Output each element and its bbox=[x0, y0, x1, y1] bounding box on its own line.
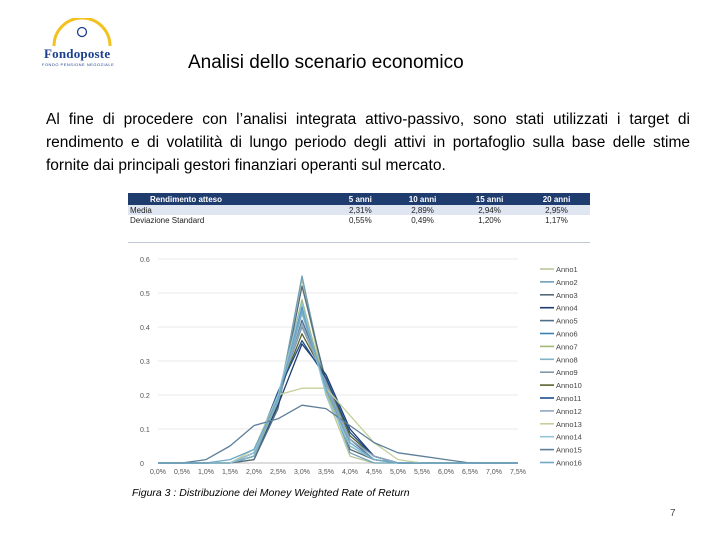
figure-caption: Figura 3 : Distribuzione dei Money Weighted Rate of Return bbox=[132, 487, 410, 499]
y-tick-label: 0.3 bbox=[140, 359, 150, 366]
legend-label: Anno14 bbox=[556, 432, 582, 442]
x-tick-label: 3,0% bbox=[294, 469, 310, 476]
y-tick-label: 0.6 bbox=[140, 257, 150, 264]
legend-label: Anno16 bbox=[556, 458, 582, 468]
legend-label: Anno3 bbox=[556, 290, 578, 300]
table-cell: 0,49% bbox=[389, 215, 456, 225]
series-line bbox=[158, 300, 518, 463]
x-tick-label: 6,5% bbox=[462, 469, 478, 476]
legend-label: Anno8 bbox=[556, 355, 578, 365]
table-row bbox=[128, 205, 590, 215]
x-tick-label: 5,5% bbox=[414, 469, 430, 476]
table-cell: 1,20% bbox=[456, 215, 523, 225]
series-line bbox=[158, 310, 518, 463]
table-cell: 1,17% bbox=[523, 215, 590, 225]
logo-name: Fondoposte bbox=[44, 46, 111, 61]
legend-label: Anno10 bbox=[556, 381, 582, 391]
table-cell: Media bbox=[128, 205, 332, 215]
body-paragraph: Al fine di procedere con l’analisi integrata attivo-passivo, sono stati utilizzati i target di rendimento e di volatilità di lungo periodo degli attivi in portafoglio sulla base delle stime fornite dai principali gestori finanziari operanti sul mercato. bbox=[46, 111, 690, 174]
table-cell: 2,31% bbox=[332, 205, 390, 215]
x-tick-label: 4,5% bbox=[366, 469, 382, 476]
y-tick-label: 0.4 bbox=[140, 325, 150, 332]
series-line bbox=[158, 279, 518, 463]
x-tick-label: 2,0% bbox=[246, 469, 262, 476]
legend-label: Anno6 bbox=[556, 329, 578, 339]
series-line bbox=[158, 324, 518, 463]
legend-label: Anno7 bbox=[556, 342, 578, 352]
y-tick-label: 0.1 bbox=[140, 427, 150, 434]
x-tick-label: 6,0% bbox=[438, 469, 454, 476]
table-cell: Deviazione Standard bbox=[128, 215, 332, 225]
table-cell: 2,95% bbox=[523, 205, 590, 215]
x-tick-label: 7,0% bbox=[486, 469, 502, 476]
table-header-cell: 20 anni bbox=[523, 193, 590, 205]
x-tick-label: 1,0% bbox=[198, 469, 214, 476]
legend-label: Anno9 bbox=[556, 368, 578, 378]
legend-label: Anno11 bbox=[556, 394, 582, 403]
x-tick-label: 7,5% bbox=[510, 469, 526, 476]
series-line bbox=[158, 344, 518, 463]
y-tick-label: 0 bbox=[140, 461, 144, 468]
slide-title: Analisi dello scenario economico bbox=[188, 52, 464, 73]
y-tick-label: 0.2 bbox=[140, 393, 150, 400]
series-line bbox=[158, 307, 518, 463]
logo-circle bbox=[78, 28, 87, 37]
table-header-row bbox=[128, 193, 590, 205]
table-header-cell: 10 anni bbox=[389, 193, 456, 205]
x-tick-label: 1,5% bbox=[222, 469, 238, 476]
figure-divider bbox=[128, 242, 590, 243]
series-line bbox=[158, 286, 518, 463]
legend-label: Anno15 bbox=[556, 445, 582, 455]
legend-label: Anno5 bbox=[556, 316, 578, 326]
logo-tagline: FONDO PENSIONE NEGOZIALE bbox=[42, 62, 115, 67]
table-cell: 0,55% bbox=[332, 215, 390, 225]
series-line bbox=[158, 320, 518, 463]
x-tick-label: 4,0% bbox=[342, 469, 358, 476]
logo-arc bbox=[54, 18, 110, 46]
page-number: 7 bbox=[670, 508, 676, 519]
series-line bbox=[158, 313, 518, 463]
legend-label: Anno13 bbox=[556, 419, 582, 429]
x-tick-label: 3,5% bbox=[318, 469, 334, 476]
table-header-cell: Rendimento atteso bbox=[128, 193, 332, 205]
series-line bbox=[158, 276, 518, 463]
legend-label: Anno12 bbox=[556, 406, 582, 416]
table-cell: 2,89% bbox=[389, 205, 456, 215]
y-tick-label: 0.5 bbox=[140, 291, 150, 298]
table-row bbox=[128, 215, 590, 225]
x-tick-label: 5,0% bbox=[390, 469, 406, 476]
legend-label: Anno4 bbox=[556, 303, 578, 313]
table-header-cell: 15 anni bbox=[456, 193, 523, 205]
series-line bbox=[158, 334, 518, 463]
legend-label: Anno2 bbox=[556, 277, 578, 287]
mwrr-distribution-chart bbox=[128, 245, 590, 476]
expected-return-table bbox=[128, 193, 590, 225]
x-tick-label: 2,5% bbox=[270, 469, 286, 476]
legend-label: Anno1 bbox=[556, 265, 578, 274]
x-tick-label: 0,0% bbox=[150, 469, 166, 476]
table-header-cell: 5 anni bbox=[332, 193, 390, 205]
x-tick-label: 0,5% bbox=[174, 469, 190, 476]
figure bbox=[128, 193, 590, 476]
table-cell: 2,94% bbox=[456, 205, 523, 215]
